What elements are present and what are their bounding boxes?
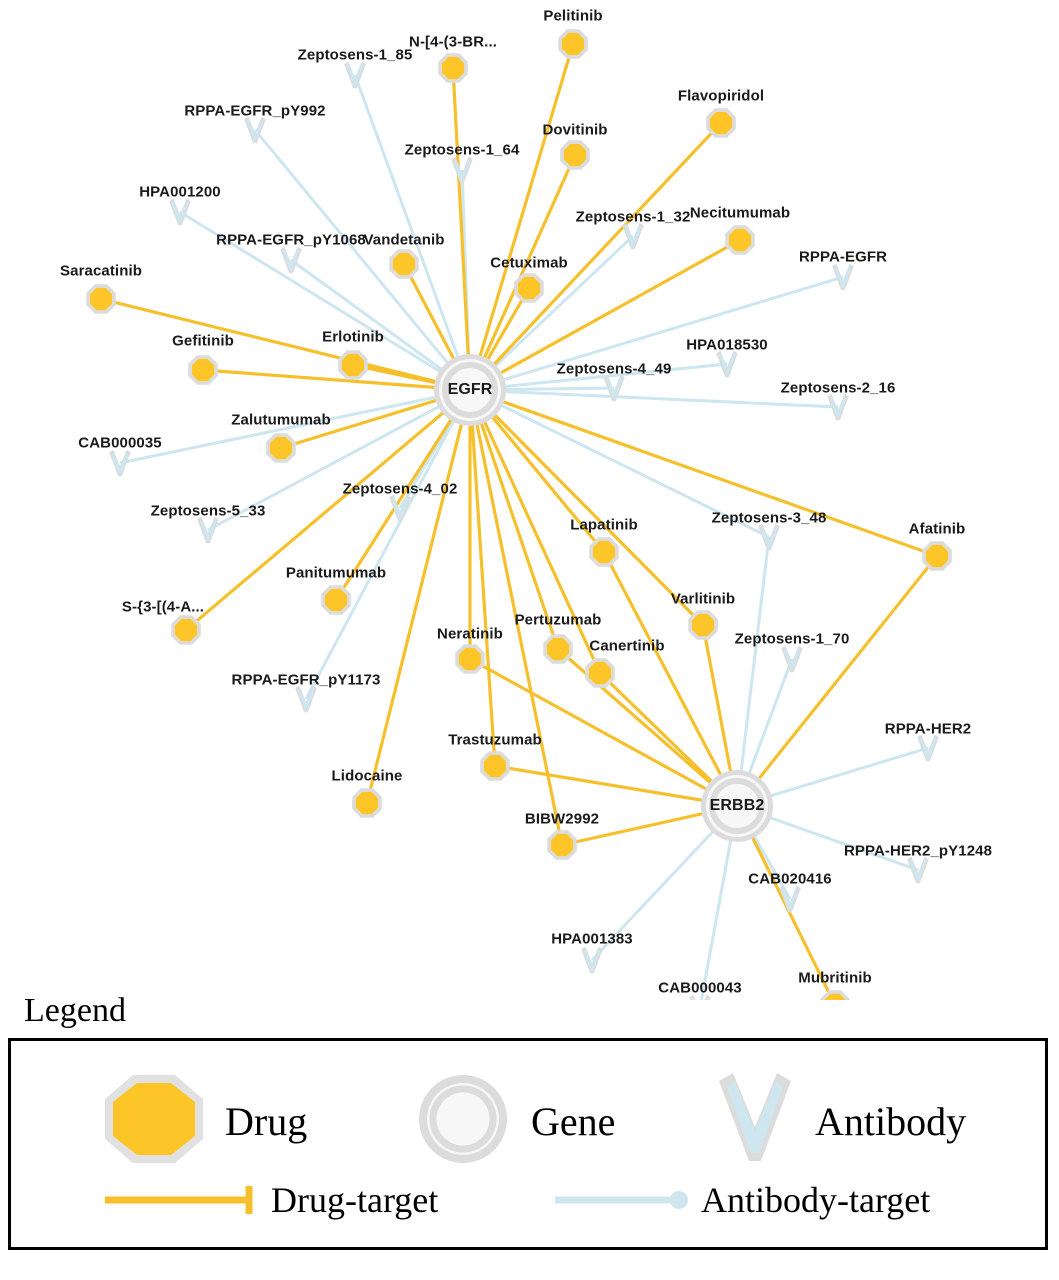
legend-node-row [11, 1059, 1045, 1169]
antibody-node-label: Zeptosens-1_64 [404, 141, 520, 159]
drug-node[interactable] [547, 830, 577, 860]
octagon-icon [484, 755, 506, 777]
drug-target-edge [470, 155, 575, 390]
legend-label-drug: Drug [225, 1099, 308, 1144]
drug-node[interactable] [706, 108, 736, 138]
legend [8, 992, 1048, 1250]
drug-node-label: Pertuzumab [514, 611, 602, 629]
antibody-node-label: Zeptosens-1_70 [734, 630, 850, 648]
legend-title: Legend [24, 992, 126, 1029]
octagon-icon [518, 277, 540, 299]
octagon-icon [459, 648, 481, 670]
octagon-icon [393, 253, 415, 275]
octagon-icon [562, 33, 584, 55]
drug-node[interactable] [922, 541, 952, 571]
antibody-node-label: RPPA-EGFR_pY1173 [231, 671, 381, 689]
antibody-node-label: CAB000035 [78, 434, 162, 452]
antibody-node-label: Zeptosens-3_48 [711, 509, 827, 527]
legend-label-antibody-target: Antibody-target [701, 1180, 931, 1220]
drug-target-edge [470, 44, 573, 390]
legend-item-antibody [711, 1069, 966, 1174]
drug-node-label: Afatinib [908, 520, 966, 538]
antibody-node-label: HPA001200 [139, 183, 221, 201]
antibody-node-label: RPPA-EGFR_pY992 [184, 102, 326, 120]
drug-edge-icon [101, 1180, 261, 1220]
octagon-icon [356, 792, 378, 814]
drug-node-label: Zalutumumab [231, 411, 331, 429]
drug-node-label: Lidocaine [331, 767, 403, 785]
drug-node[interactable] [589, 537, 619, 567]
antibody-node-label: RPPA-EGFR_pY1068 [216, 231, 366, 249]
octagon-icon [729, 229, 751, 251]
octagon-icon [99, 1069, 209, 1174]
octagon-icon [564, 144, 586, 166]
gene-node-label: ERBB2 [709, 797, 765, 814]
chevron-down-icon [711, 1069, 799, 1174]
drug-node-label: Cetuximab [490, 254, 568, 272]
drug-target-edge [453, 68, 470, 390]
antibody-node-label: CAB020416 [748, 870, 832, 888]
antibody-target-edge [306, 390, 470, 699]
drug-node[interactable] [171, 615, 201, 645]
octagon-icon [342, 354, 364, 376]
drug-node-label: Flavopiridol [677, 87, 765, 105]
octagon-icon [192, 359, 214, 381]
drug-node-label: Dovitinib [542, 121, 608, 139]
drug-node[interactable] [585, 658, 615, 688]
drug-node-label: Necitumumab [689, 204, 791, 222]
octagon-icon [926, 545, 948, 567]
drug-target-edge [734, 556, 937, 806]
antibody-node-label: HPA018530 [686, 336, 768, 354]
antibody-node-label: Zeptosens-1_32 [575, 208, 691, 226]
octagon-icon [551, 834, 573, 856]
octagon-icon [547, 638, 569, 660]
antibody-node-label: Zeptosens-4_02 [342, 480, 458, 498]
antibody-node-label: RPPA-HER2 [884, 720, 972, 738]
circle-ring-icon [411, 1069, 515, 1174]
drug-node[interactable] [188, 355, 218, 385]
antibody-node-label: CAB000043 [658, 979, 742, 997]
antibody-node-label: Zeptosens-1_85 [297, 46, 413, 64]
drug-node[interactable] [266, 433, 296, 463]
legend-item-gene [411, 1069, 615, 1174]
drug-node-label: Erlotinib [322, 328, 384, 346]
drug-node[interactable] [480, 751, 510, 781]
octagon-icon [90, 288, 112, 310]
drug-node-label: BIBW2992 [524, 810, 600, 828]
antibody-node-label: HPA001383 [551, 930, 633, 948]
drug-node-label: Vandetanib [363, 231, 445, 249]
drug-node-label: N-[4-(3-BR... [409, 33, 497, 51]
octagon-icon [589, 662, 611, 684]
drug-node-label: Lapatinib [570, 516, 638, 534]
drug-node[interactable] [725, 225, 755, 255]
drug-node[interactable] [338, 350, 368, 380]
drug-node-label: Trastuzumab [448, 731, 542, 749]
octagon-icon [325, 589, 347, 611]
octagon-icon [270, 437, 292, 459]
drug-node[interactable] [558, 29, 588, 59]
drug-node-label: Varlitinib [670, 590, 736, 608]
antibody-node-label: RPPA-HER2_pY1248 [843, 842, 993, 860]
drug-node-label: Saracatinib [60, 262, 142, 280]
legend-box [8, 1038, 1048, 1250]
antibody-node-label: Zeptosens-4_49 [556, 360, 672, 378]
drug-node[interactable] [321, 585, 351, 615]
drug-node[interactable] [543, 634, 573, 664]
legend-label-antibody: Antibody [815, 1099, 967, 1144]
drug-node[interactable] [86, 284, 116, 314]
antibody-node-label: Zeptosens-2_16 [780, 379, 896, 397]
drug-node[interactable] [688, 610, 718, 640]
octagon-icon [692, 614, 714, 636]
drug-node[interactable] [455, 644, 485, 674]
octagon-icon [175, 619, 197, 641]
octagon-icon [593, 541, 615, 563]
drug-node-label: Mubritinib [798, 969, 872, 987]
drug-node-label: Pelitinib [543, 7, 603, 25]
octagon-icon [442, 57, 464, 79]
drug-node[interactable] [352, 788, 382, 818]
drug-node-label: Canertinib [589, 637, 665, 655]
drug-node-label: Gefitinib [172, 332, 234, 350]
drug-node-label: Panitumumab [285, 564, 387, 582]
drug-node[interactable] [438, 53, 468, 83]
drug-node[interactable] [389, 249, 419, 279]
legend-item-drug [99, 1069, 307, 1174]
drug-node[interactable] [514, 273, 544, 303]
octagon-icon [710, 112, 732, 134]
drug-node[interactable] [560, 140, 590, 170]
legend-label-drug-target: Drug-target [271, 1180, 439, 1220]
antibody-node-label: Zeptosens-5_33 [150, 502, 266, 520]
antibody-edge-icon [551, 1180, 691, 1220]
legend-edge-row [11, 1179, 1045, 1239]
drug-target-edge [470, 390, 703, 625]
legend-item-drug-target [101, 1179, 438, 1221]
drug-node-label: Neratinib [437, 625, 503, 643]
gene-node-label: EGFR [447, 381, 493, 398]
legend-item-antibody-target [551, 1179, 930, 1221]
legend-label-gene: Gene [531, 1099, 616, 1144]
antibody-node-label: RPPA-EGFR [798, 248, 888, 266]
drug-node-label: S-{3-[(4-A... [121, 598, 205, 616]
